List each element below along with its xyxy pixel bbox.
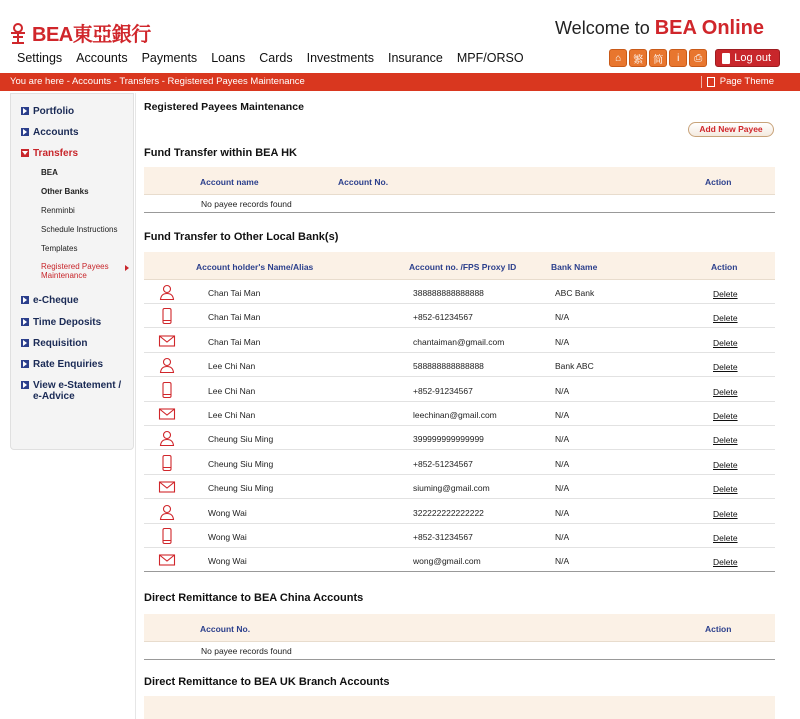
person-icon bbox=[158, 356, 176, 374]
sidebar-item-label: Transfers bbox=[33, 148, 79, 159]
table-row bbox=[144, 500, 775, 524]
arrow-bullet-icon bbox=[21, 128, 29, 136]
payee-bank: N/A bbox=[555, 507, 570, 518]
arrow-bullet-icon bbox=[21, 296, 29, 304]
payee-bank: N/A bbox=[555, 532, 570, 542]
empty-message: No payee records found bbox=[201, 199, 292, 209]
payee-name: Cheung Siu Ming bbox=[208, 434, 274, 445]
page-title: Registered Payees Maintenance bbox=[144, 101, 304, 113]
nav-cards[interactable]: Cards bbox=[259, 51, 293, 65]
home-icon[interactable]: ⌂ bbox=[609, 49, 627, 67]
table-row bbox=[144, 451, 775, 475]
delete-link[interactable]: Delete bbox=[713, 313, 738, 324]
delete-link[interactable]: Delete bbox=[713, 362, 738, 373]
payee-name: Chan Tai Man bbox=[208, 312, 261, 323]
sidebar-item-portfolio[interactable] bbox=[21, 106, 74, 117]
payee-account: +852-51234567 bbox=[413, 458, 473, 469]
empty-row-bea-hk bbox=[144, 195, 775, 213]
payee-name: Lee Chi Nan bbox=[208, 361, 256, 372]
table-header-other-banks bbox=[144, 252, 775, 280]
sidebar-item-label: e-Cheque bbox=[33, 295, 79, 306]
sidebar-sub-registered-payees[interactable]: Registered Payees Maintenance bbox=[41, 262, 109, 280]
sidebar-sub-other-banks[interactable]: Other Banks bbox=[41, 187, 89, 196]
delete-link[interactable]: Delete bbox=[713, 508, 738, 519]
print-icon[interactable]: ⎙ bbox=[689, 49, 707, 67]
table-row bbox=[144, 548, 775, 572]
person-icon bbox=[158, 503, 176, 521]
breadcrumb-divider bbox=[701, 76, 702, 88]
delete-link[interactable]: Delete bbox=[713, 386, 738, 397]
delete-link[interactable]: Delete bbox=[713, 411, 738, 421]
column-header: Account name bbox=[200, 177, 259, 187]
table-row bbox=[144, 378, 775, 402]
sidebar-item-label: Accounts bbox=[33, 127, 79, 138]
payee-name: Cheung Siu Ming bbox=[208, 483, 274, 494]
table-row bbox=[144, 280, 775, 304]
main-content bbox=[135, 93, 800, 719]
sidebar-item-transfers[interactable] bbox=[21, 148, 78, 159]
simplified-chinese-icon[interactable]: 简 bbox=[649, 49, 667, 67]
section-title-other-local-banks: Fund Transfer to Other Local Bank(s) bbox=[144, 231, 339, 243]
payee-account: 388888888888888 bbox=[413, 288, 484, 298]
welcome-prefix: Welcome to bbox=[555, 18, 655, 38]
page-theme-label: Page Theme bbox=[719, 76, 774, 87]
sidebar-sub-templates[interactable]: Templates bbox=[41, 244, 78, 253]
arrow-bullet-icon bbox=[21, 360, 29, 368]
bea-logo[interactable] bbox=[8, 18, 151, 47]
section-title-china-accounts: Direct Remittance to BEA China Accounts bbox=[144, 592, 364, 604]
bea-logo-icon bbox=[8, 21, 28, 45]
email-icon bbox=[158, 332, 176, 350]
column-header: Account No. bbox=[200, 624, 251, 634]
sidebar-item-label: View e-Statement / e-Advice bbox=[33, 380, 122, 402]
payee-name: Lee Chi Nan bbox=[208, 410, 256, 420]
delete-link[interactable]: Delete bbox=[713, 337, 738, 348]
table-header-china-accounts bbox=[144, 614, 775, 642]
breadcrumb bbox=[0, 73, 800, 91]
mobile-icon bbox=[158, 307, 176, 325]
payee-bank: ABC Bank bbox=[555, 288, 595, 298]
payee-bank: N/A bbox=[555, 556, 570, 567]
arrow-bullet-icon bbox=[21, 107, 29, 115]
nav-settings[interactable]: Settings bbox=[17, 51, 63, 65]
table-header-bea-hk bbox=[144, 167, 775, 195]
mobile-icon bbox=[158, 527, 176, 545]
site-header bbox=[0, 0, 800, 72]
section-title-uk-branch: Direct Remittance to BEA UK Branch Accounts bbox=[144, 676, 390, 688]
logout-icon bbox=[722, 53, 730, 64]
delete-link[interactable]: Delete bbox=[713, 533, 738, 543]
payee-bank: N/A bbox=[555, 312, 570, 323]
column-header: Account No. bbox=[338, 177, 389, 187]
column-header: Action bbox=[705, 624, 732, 634]
delete-link[interactable]: Delete bbox=[713, 435, 738, 446]
payee-account: chantaiman@gmail.com bbox=[413, 336, 505, 347]
payee-bank: N/A bbox=[555, 434, 570, 445]
payee-account: siuming@gmail.com bbox=[413, 483, 490, 494]
sidebar-item-e-cheque[interactable] bbox=[21, 295, 79, 306]
payee-name: Chan Tai Man bbox=[208, 336, 261, 347]
sidebar-item-time-deposits[interactable] bbox=[21, 317, 101, 328]
sidebar bbox=[10, 93, 134, 450]
arrow-down-bullet-icon bbox=[21, 149, 29, 157]
payee-account: 588888888888888 bbox=[413, 361, 484, 372]
table-row bbox=[144, 304, 775, 328]
breadcrumb-text: You are here - Accounts - Transfers - Registered Payees Maintenance bbox=[10, 76, 305, 87]
payee-bank: N/A bbox=[555, 458, 570, 469]
person-icon bbox=[158, 429, 176, 447]
payee-account: leechinan@gmail.com bbox=[413, 410, 497, 420]
sidebar-item-label: Rate Enquiries bbox=[33, 359, 104, 370]
email-icon bbox=[158, 405, 176, 423]
payee-account: +852-61234567 bbox=[413, 312, 473, 323]
delete-link[interactable]: Delete bbox=[713, 484, 738, 495]
section-title-bea-hk: Fund Transfer within BEA HK bbox=[144, 147, 297, 159]
column-header: Account holder's Name/Alias bbox=[196, 262, 314, 272]
empty-row-china-accounts bbox=[144, 642, 775, 660]
arrow-bullet-icon bbox=[21, 381, 29, 389]
nav-insurance[interactable]: Insurance bbox=[387, 51, 443, 65]
sidebar-sub-bea[interactable]: BEA bbox=[41, 168, 58, 177]
nav-mpf-orso[interactable]: MPF/ORSO bbox=[456, 51, 524, 65]
header-tools bbox=[609, 49, 780, 67]
mobile-icon bbox=[158, 381, 176, 399]
logo-text: BEA東亞銀行 bbox=[32, 24, 151, 46]
payee-bank: N/A bbox=[555, 385, 570, 396]
payee-account: +852-31234567 bbox=[413, 532, 473, 542]
nav-payments[interactable]: Payments bbox=[141, 51, 198, 65]
delete-link[interactable]: Delete bbox=[713, 289, 738, 299]
mobile-icon bbox=[158, 454, 176, 472]
payee-account: 322222222222222 bbox=[413, 507, 484, 518]
nav-loans[interactable]: Loans bbox=[211, 51, 246, 65]
sidebar-item-view-e-statement[interactable] bbox=[21, 380, 127, 402]
add-new-payee-button[interactable]: Add New Payee bbox=[688, 122, 774, 137]
sidebar-sub-schedule-instructions[interactable]: Schedule Instructions bbox=[41, 225, 118, 234]
table-row bbox=[144, 475, 775, 499]
column-header: Account no. /FPS Proxy ID bbox=[409, 262, 517, 272]
traditional-chinese-icon[interactable]: 繁 bbox=[629, 49, 647, 67]
payee-account: +852-91234567 bbox=[413, 385, 473, 396]
payee-bank: N/A bbox=[555, 483, 570, 494]
logout-button[interactable] bbox=[715, 49, 780, 67]
table-row bbox=[144, 329, 775, 353]
payee-bank: Bank ABC bbox=[555, 361, 594, 372]
page-theme-button[interactable] bbox=[707, 73, 774, 91]
table-row bbox=[144, 426, 775, 450]
payee-name: Wong Wai bbox=[208, 507, 247, 518]
table-row bbox=[144, 524, 775, 548]
payee-account: wong@gmail.com bbox=[413, 556, 481, 567]
payee-name: Cheung Siu Ming bbox=[208, 458, 274, 469]
sidebar-item-label: Requisition bbox=[33, 338, 88, 349]
sidebar-item-rate-enquiries[interactable] bbox=[21, 359, 103, 370]
payee-name: Wong Wai bbox=[208, 532, 247, 542]
sidebar-item-label: Time Deposits bbox=[33, 317, 102, 328]
table-header-uk-branch bbox=[144, 696, 775, 719]
payee-bank: N/A bbox=[555, 410, 570, 420]
payee-name: Lee Chi Nan bbox=[208, 385, 256, 396]
email-icon bbox=[158, 551, 176, 569]
logout-label: Log out bbox=[734, 52, 771, 64]
empty-message: No payee records found bbox=[201, 646, 292, 656]
person-icon bbox=[158, 283, 176, 301]
payee-bank: N/A bbox=[555, 336, 570, 347]
column-header: Action bbox=[711, 262, 738, 272]
current-page-arrow-icon bbox=[125, 265, 129, 271]
sidebar-item-requisition[interactable] bbox=[21, 338, 87, 349]
sidebar-item-accounts[interactable] bbox=[21, 127, 79, 138]
main-nav bbox=[17, 51, 538, 65]
info-icon[interactable]: i bbox=[669, 49, 687, 67]
nav-investments[interactable]: Investments bbox=[306, 51, 374, 65]
column-header: Action bbox=[705, 177, 732, 187]
email-icon bbox=[158, 478, 176, 496]
payee-account: 399999999999999 bbox=[413, 434, 484, 445]
sidebar-sub-renminbi[interactable]: Renminbi bbox=[41, 206, 75, 215]
welcome-brand: BEA Online bbox=[654, 17, 764, 39]
sidebar-item-label: Portfolio bbox=[33, 106, 75, 117]
arrow-bullet-icon bbox=[21, 339, 29, 347]
table-row bbox=[144, 402, 775, 426]
delete-link[interactable]: Delete bbox=[713, 459, 738, 470]
welcome-message bbox=[555, 17, 764, 40]
nav-accounts[interactable]: Accounts bbox=[76, 51, 128, 65]
column-header: Bank Name bbox=[551, 262, 598, 272]
delete-link[interactable]: Delete bbox=[713, 557, 738, 568]
arrow-bullet-icon bbox=[21, 318, 29, 326]
payee-name: Chan Tai Man bbox=[208, 288, 261, 298]
page-theme-icon bbox=[707, 77, 715, 87]
payee-name: Wong Wai bbox=[208, 556, 247, 567]
table-row bbox=[144, 353, 775, 377]
